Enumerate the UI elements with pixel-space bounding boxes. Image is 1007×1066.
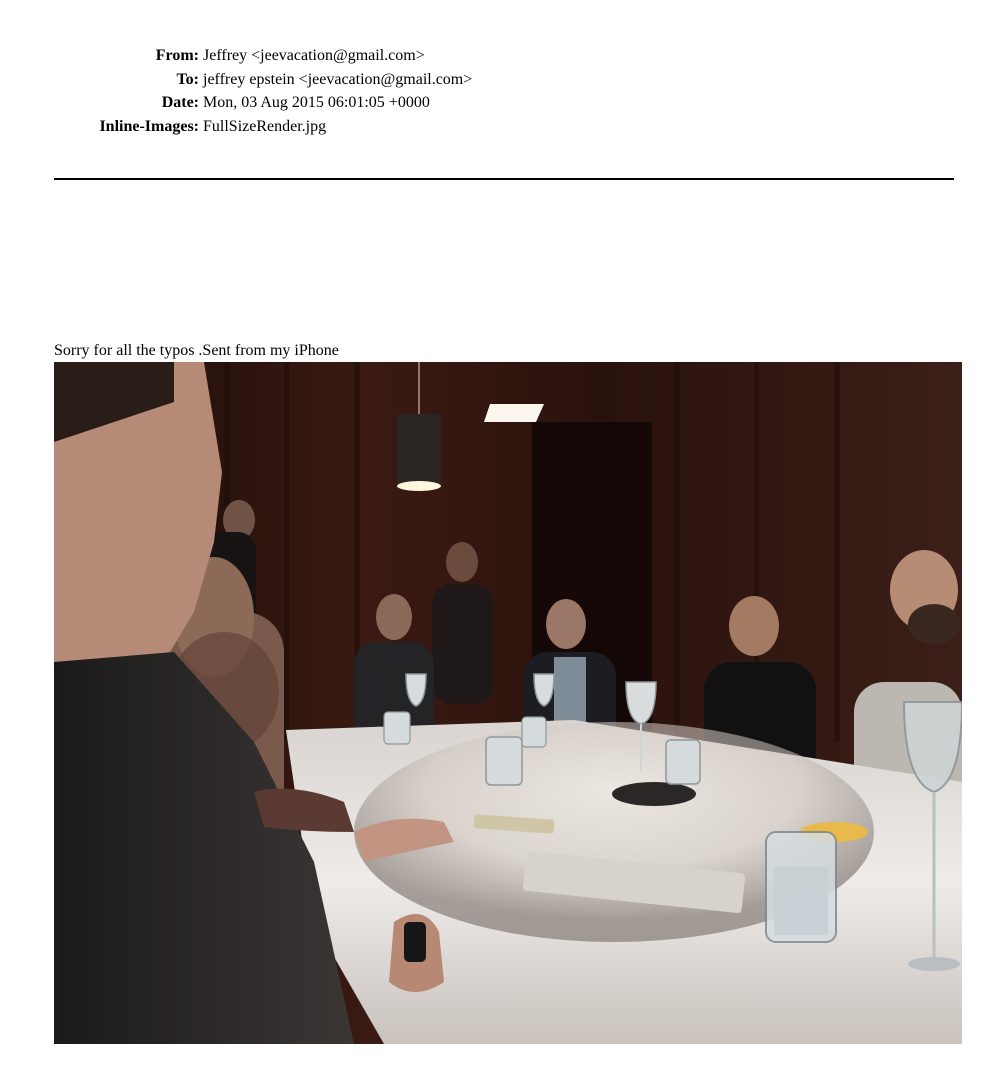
date-value: Mon, 03 Aug 2015 06:01:05 +0000	[203, 94, 430, 111]
dinner-photo-illustration	[54, 362, 962, 1044]
inline-photo	[54, 362, 962, 1044]
inline-images-label: Inline-Images:	[99, 117, 199, 135]
header-divider	[54, 178, 954, 180]
email-header	[0, 44, 1007, 138]
to-value: jeffrey epstein <jeevacation@gmail.com>	[203, 70, 473, 88]
date-row	[0, 91, 1007, 115]
from-row	[0, 44, 1007, 68]
inline-images-row	[0, 115, 1007, 139]
to-row	[0, 68, 1007, 92]
from-value: Jeffrey <jeevacation@gmail.com>	[203, 47, 425, 64]
lamp-light	[397, 481, 441, 491]
to-label: To:	[176, 70, 199, 88]
date-label: Date:	[161, 94, 199, 111]
inline-images-value: FullSizeRender.jpg	[203, 117, 327, 135]
pendant-lamp	[397, 414, 441, 484]
ceiling-light	[484, 404, 544, 422]
from-label: From:	[155, 47, 199, 64]
email-body-text: Sorry for all the typos .Sent from my iPhone	[54, 342, 339, 359]
